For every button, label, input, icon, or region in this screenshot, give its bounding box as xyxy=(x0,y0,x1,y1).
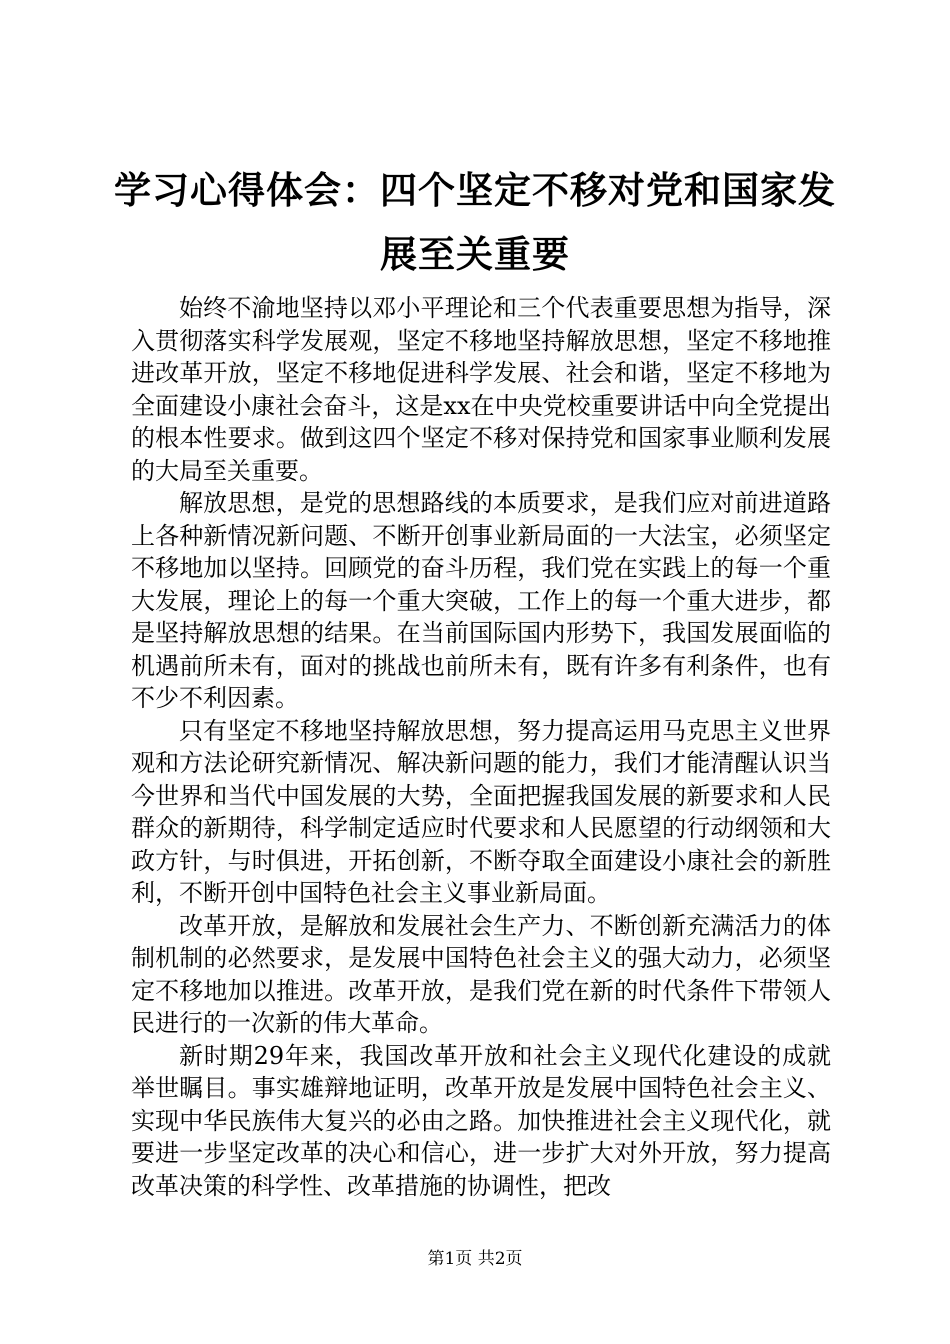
page-number-footer: 第1页 共2页 xyxy=(427,1249,523,1269)
document-body xyxy=(131,292,831,1202)
paragraph: 新时期29年来，我国改革开放和社会主义现代化建设的成就举世瞩目。事实雄辩地证明，改革开放是发展中国特色社会主义、实现中华民族伟大复兴的必由之路。加快推进社会主义现代化，就要进一步坚定改革的决心和信心，进一步扩大对外开放，努力提高改革决策的科学性、改革措施的协调性，把改 xyxy=(131,1041,831,1200)
paragraph: 始终不渝地坚持以邓小平理论和三个代表重要思想为指导，深入贯彻落实科学发展观，坚定不移地坚持解放思想，坚定不移地推进改革开放，坚定不移地促进科学发展、社会和谐，坚定不移地为全面建设小康社会奋斗，这是xx在中央党校重要讲话中向全党提出的根本性要求。做到这四个坚定不移对保持党和国家事业顺利发展的大局至关重要。 xyxy=(131,294,831,485)
paragraph: 改革开放，是解放和发展社会生产力、不断创新充满活力的体制机制的必然要求，是发展中国特色社会主义的强大动力，必须坚定不移地加以推进。改革开放，是我们党在新的时代条件下带领人民进行的一次新的伟大革命。 xyxy=(131,911,831,1037)
document-title: 学习心得体会：四个坚定不移对党和国家发展至关重要 xyxy=(114,168,836,276)
paragraph: 只有坚定不移地坚持解放思想，努力提高运用马克思主义世界观和方法论研究新情况、解决新问题的能力，我们才能清醒认识当今世界和当代中国发展的大势，全面把握我国发展的新要求和人民群众的新期待，科学制定适应时代要求和人民愿望的行动纲领和大政方针，与时俱进，开拓创新，不断夺取全面建设小康社会的新胜利，不断开创中国特色社会主义事业新局面。 xyxy=(131,716,831,907)
paragraph: 解放思想，是党的思想路线的本质要求，是我们应对前进道路上各种新情况新问题、不断开创事业新局面的一大法宝，必须坚定不移地加以坚持。回顾党的奋斗历程，我们党在实践上的每一个重大发展，理论上的每一个重大突破，工作上的每一个重大进步，都是坚持解放思想的结果。在当前国际国内形势下，我国发展面临的机遇前所未有，面对的挑战也前所未有，既有许多有利条件，也有不少不利因素。 xyxy=(131,489,831,712)
